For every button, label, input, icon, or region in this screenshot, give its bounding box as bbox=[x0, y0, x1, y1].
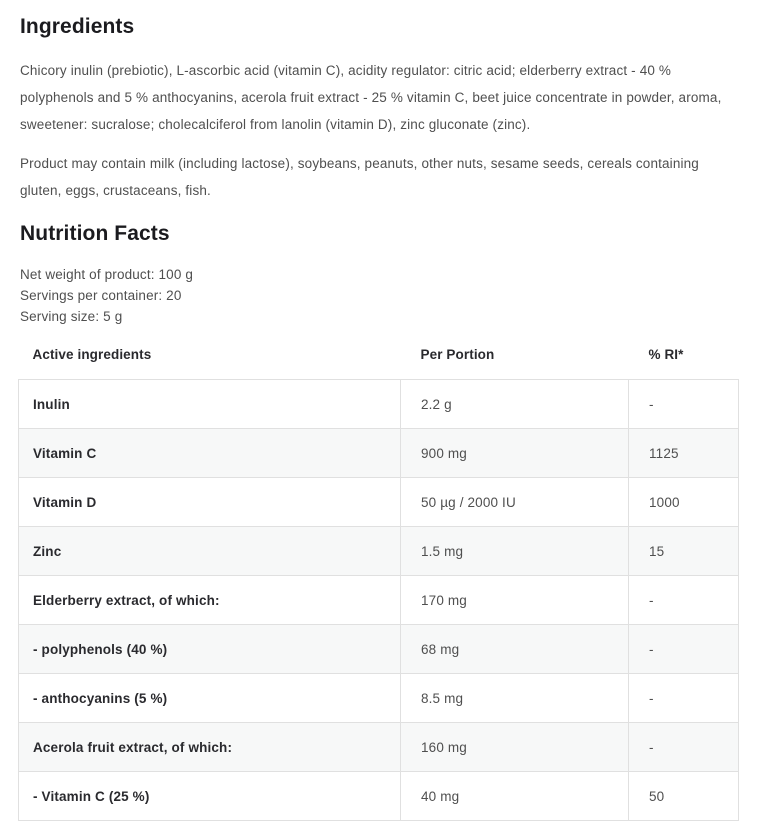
ingredient-name-cell: Acerola fruit extract, of which: bbox=[19, 723, 401, 772]
per-portion-cell: 50 µg / 2000 IU bbox=[401, 478, 629, 527]
per-portion-cell: 900 mg bbox=[401, 429, 629, 478]
ingredients-paragraph: Chicory inulin (prebiotic), L-ascorbic acid (vitamin C), acidity regulator: citric acid; elderberry extract - 40 % polyphenols and 5 % anthocyanins, acerola fruit extract - 25 % vitamin C, beet juice concentrate in powder, aroma, sweetener: sucralose; cholecalciferol from lanolin (vitamin D), zinc gluconate (zinc). bbox=[20, 63, 722, 132]
table-row bbox=[19, 625, 739, 674]
ri-value-cell: - bbox=[629, 380, 739, 429]
ri-value-cell: 50 bbox=[629, 772, 739, 821]
per-portion-cell: 40 mg bbox=[401, 772, 629, 821]
ingredient-name-cell: Inulin bbox=[19, 380, 401, 429]
ri-value-cell: 15 bbox=[629, 527, 739, 576]
per-portion-cell: 8.5 mg bbox=[401, 674, 629, 723]
header-row bbox=[19, 337, 739, 380]
header-percent-ri: % RI* bbox=[648, 347, 684, 362]
table-row bbox=[19, 527, 739, 576]
per-portion-cell: 1.5 mg bbox=[401, 527, 629, 576]
table-row bbox=[19, 478, 739, 527]
per-portion-cell: 2.2 g bbox=[401, 380, 629, 429]
per-portion-cell: 68 mg bbox=[401, 625, 629, 674]
table-row bbox=[19, 772, 739, 821]
ingredient-name-cell: - polyphenols (40 %) bbox=[19, 625, 401, 674]
allergen-paragraph: Product may contain milk (including lactose), soybeans, peanuts, other nuts, sesame seeds, cereals containing gluten, eggs, crustaceans, fish. bbox=[20, 156, 699, 198]
nutrition-table-header bbox=[19, 337, 739, 380]
net-weight-line: Net weight of product: 100 g bbox=[20, 267, 194, 282]
table-row bbox=[19, 674, 739, 723]
table-row bbox=[19, 429, 739, 478]
ri-value-cell: - bbox=[629, 723, 739, 772]
ingredient-name-cell: Vitamin D bbox=[19, 478, 401, 527]
ingredient-name-cell: - Vitamin C (25 %) bbox=[19, 772, 401, 821]
ingredients-heading: Ingredients bbox=[20, 15, 135, 38]
header-per-portion: Per Portion bbox=[420, 347, 495, 362]
table-row bbox=[19, 380, 739, 429]
ingredient-name-cell: - anthocyanins (5 %) bbox=[19, 674, 401, 723]
ri-value-cell: - bbox=[629, 576, 739, 625]
serving-meta-block bbox=[20, 264, 737, 327]
nutrition-table bbox=[18, 337, 739, 821]
ri-value-cell: 1125 bbox=[629, 429, 739, 478]
per-portion-cell: 170 mg bbox=[401, 576, 629, 625]
servings-per-container-line: Servings per container: 20 bbox=[20, 288, 182, 303]
table-row bbox=[19, 576, 739, 625]
ingredient-name-cell: Elderberry extract, of which: bbox=[19, 576, 401, 625]
ingredient-name-cell: Vitamin C bbox=[19, 429, 401, 478]
table-row bbox=[19, 723, 739, 772]
per-portion-cell: 160 mg bbox=[401, 723, 629, 772]
nutrition-facts-heading: Nutrition Facts bbox=[20, 222, 170, 245]
ingredient-name-cell: Zinc bbox=[19, 527, 401, 576]
serving-size-line: Serving size: 5 g bbox=[20, 309, 123, 324]
ri-value-cell: - bbox=[629, 674, 739, 723]
header-active-ingredients: Active ingredients bbox=[32, 347, 152, 362]
nutrition-table-body bbox=[19, 380, 739, 821]
ri-value-cell: 1000 bbox=[629, 478, 739, 527]
ri-value-cell: - bbox=[629, 625, 739, 674]
